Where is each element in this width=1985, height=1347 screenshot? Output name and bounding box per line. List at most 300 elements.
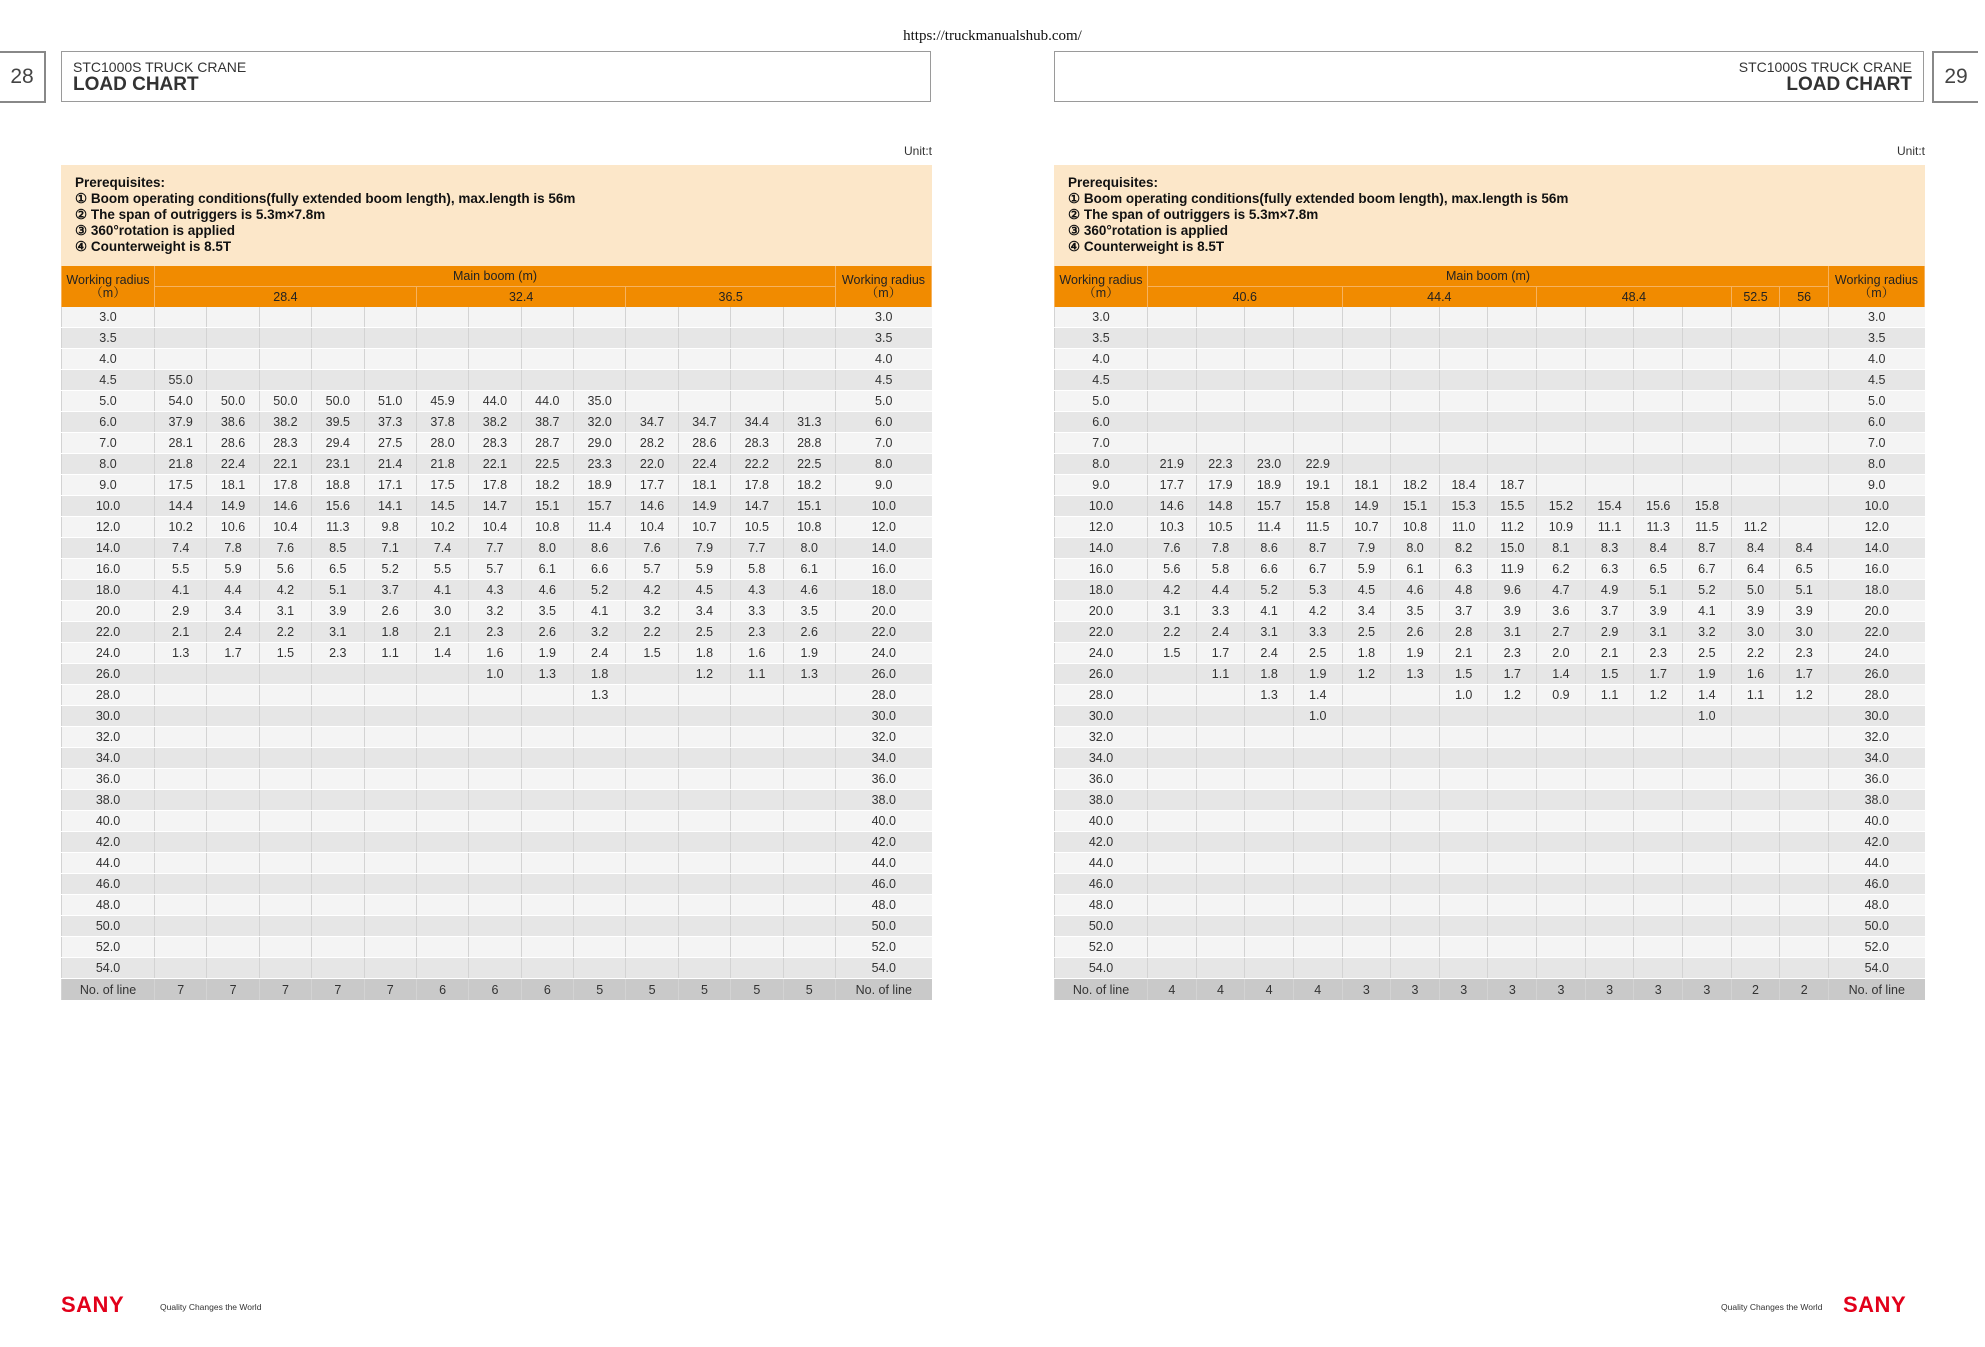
capacity-cell: 14.7 [731, 496, 783, 517]
capacity-cell [1488, 748, 1537, 769]
capacity-cell [1585, 748, 1634, 769]
capacity-cell: 2.2 [1731, 643, 1780, 664]
capacity-cell [521, 370, 573, 391]
capacity-cell [1780, 769, 1829, 790]
capacity-cell [416, 832, 468, 853]
unit-label: Unit:t [903, 144, 932, 158]
capacity-cell [259, 349, 311, 370]
capacity-cell [1780, 790, 1829, 811]
capacity-cell [207, 895, 259, 916]
capacity-cell [1148, 832, 1197, 853]
radius-cell: 48.0 [62, 895, 155, 916]
radius-cell: 54.0 [1055, 958, 1148, 979]
radius-cell: 5.0 [1829, 391, 1925, 412]
capacity-cell [1683, 433, 1732, 454]
capacity-cell [521, 748, 573, 769]
prerequisite-item: ④ Counterweight is 8.5T [1068, 239, 1225, 254]
capacity-cell [1196, 874, 1245, 895]
capacity-cell: 3.5 [1391, 601, 1440, 622]
capacity-cell [678, 832, 730, 853]
capacity-cell [364, 349, 416, 370]
table-row [1055, 412, 1925, 433]
capacity-cell: 3.3 [1293, 622, 1342, 643]
capacity-cell [1537, 412, 1586, 433]
radius-cell: 44.0 [1829, 853, 1925, 874]
radius-cell: 14.0 [62, 538, 155, 559]
radius-cell: 48.0 [1055, 895, 1148, 916]
capacity-cell [1634, 874, 1683, 895]
capacity-cell [1585, 769, 1634, 790]
capacity-cell [1585, 790, 1634, 811]
capacity-cell: 2.6 [1391, 622, 1440, 643]
unit-label: Unit:t [1896, 144, 1925, 158]
capacity-cell: 22.1 [469, 454, 521, 475]
capacity-cell [1585, 853, 1634, 874]
capacity-cell: 1.9 [1391, 643, 1440, 664]
capacity-cell: 39.5 [312, 412, 364, 433]
lines-label: No. of line [62, 979, 155, 1001]
prerequisites-title: Prerequisites: [1068, 175, 1159, 190]
radius-cell: 22.0 [836, 622, 932, 643]
capacity-cell: 1.5 [1148, 643, 1197, 664]
capacity-cell [1148, 706, 1197, 727]
radius-cell: 10.0 [62, 496, 155, 517]
radius-cell: 9.0 [62, 475, 155, 496]
capacity-cell: 3.2 [1683, 622, 1732, 643]
capacity-cell [1585, 454, 1634, 475]
capacity-cell [416, 706, 468, 727]
capacity-cell [1439, 916, 1488, 937]
capacity-cell: 5.6 [259, 559, 311, 580]
capacity-cell: 50.0 [207, 391, 259, 412]
capacity-cell: 1.7 [1488, 664, 1537, 685]
capacity-cell: 1.8 [364, 622, 416, 643]
capacity-cell: 3.6 [1537, 601, 1586, 622]
capacity-cell [1780, 349, 1829, 370]
capacity-cell [521, 853, 573, 874]
capacity-cell [364, 328, 416, 349]
radius-cell: 26.0 [1829, 664, 1925, 685]
table-row [62, 391, 932, 412]
radius-cell: 6.0 [62, 412, 155, 433]
capacity-cell: 14.5 [416, 496, 468, 517]
capacity-cell [574, 706, 626, 727]
capacity-cell: 38.2 [469, 412, 521, 433]
capacity-cell [1245, 832, 1294, 853]
capacity-cell [1245, 916, 1294, 937]
capacity-cell: 2.3 [1488, 643, 1537, 664]
source-url[interactable]: https://truckmanualshub.com/ [903, 28, 1082, 44]
table-row [62, 895, 932, 916]
capacity-cell [1196, 895, 1245, 916]
capacity-cell [731, 832, 783, 853]
capacity-cell: 22.9 [1293, 454, 1342, 475]
capacity-cell [1585, 895, 1634, 916]
radius-cell: 36.0 [1829, 769, 1925, 790]
capacity-cell: 2.5 [1342, 622, 1391, 643]
lines-cell: 2 [1780, 979, 1829, 1001]
capacity-cell [1148, 958, 1197, 979]
capacity-cell [1245, 790, 1294, 811]
capacity-cell: 5.0 [1731, 580, 1780, 601]
capacity-cell [626, 664, 678, 685]
table-row [1055, 895, 1925, 916]
lines-cell: 3 [1537, 979, 1586, 1001]
capacity-cell: 8.5 [312, 538, 364, 559]
table-row [62, 790, 932, 811]
capacity-cell: 8.1 [1537, 538, 1586, 559]
capacity-cell [678, 706, 730, 727]
capacity-cell: 18.8 [312, 475, 364, 496]
capacity-cell [312, 937, 364, 958]
capacity-cell [1731, 895, 1780, 916]
sany-logo: SANY [1843, 1292, 1907, 1317]
capacity-cell [678, 748, 730, 769]
capacity-cell [678, 685, 730, 706]
capacity-cell [1634, 727, 1683, 748]
radius-cell: 48.0 [1829, 895, 1925, 916]
boom-length-header: 56 [1780, 287, 1829, 308]
capacity-cell: 28.0 [416, 433, 468, 454]
capacity-cell: 44.0 [521, 391, 573, 412]
capacity-cell: 3.1 [1488, 622, 1537, 643]
capacity-cell: 37.8 [416, 412, 468, 433]
radius-cell: 20.0 [62, 601, 155, 622]
capacity-cell [1634, 958, 1683, 979]
table-row [1055, 916, 1925, 937]
lines-cell: 3 [1391, 979, 1440, 1001]
capacity-cell [1439, 307, 1488, 328]
capacity-cell [1439, 328, 1488, 349]
capacity-cell: 45.9 [416, 391, 468, 412]
radius-cell: 40.0 [836, 811, 932, 832]
capacity-cell: 6.7 [1293, 559, 1342, 580]
capacity-cell [1731, 727, 1780, 748]
capacity-cell: 18.1 [1342, 475, 1391, 496]
capacity-cell [731, 958, 783, 979]
capacity-cell [1148, 769, 1197, 790]
capacity-cell [1731, 706, 1780, 727]
capacity-cell [1196, 307, 1245, 328]
capacity-cell [1245, 937, 1294, 958]
table-row [62, 727, 932, 748]
capacity-cell: 8.2 [1439, 538, 1488, 559]
capacity-cell: 28.3 [469, 433, 521, 454]
radius-cell: 38.0 [62, 790, 155, 811]
capacity-cell: 3.1 [312, 622, 364, 643]
capacity-cell: 2.3 [1780, 643, 1829, 664]
capacity-cell [574, 916, 626, 937]
capacity-cell [1196, 412, 1245, 433]
capacity-cell: 23.0 [1245, 454, 1294, 475]
capacity-cell [1780, 895, 1829, 916]
capacity-cell [626, 748, 678, 769]
capacity-cell [521, 790, 573, 811]
table-row [1055, 307, 1925, 328]
capacity-cell [678, 370, 730, 391]
capacity-cell [1245, 349, 1294, 370]
capacity-cell: 3.7 [1439, 601, 1488, 622]
capacity-cell: 3.9 [1634, 601, 1683, 622]
capacity-cell: 4.1 [416, 580, 468, 601]
lines-cell: 4 [1148, 979, 1197, 1001]
capacity-cell [1585, 475, 1634, 496]
capacity-cell [1488, 916, 1537, 937]
capacity-cell [574, 811, 626, 832]
capacity-cell: 10.9 [1537, 517, 1586, 538]
capacity-cell [626, 370, 678, 391]
table-row [1055, 748, 1925, 769]
capacity-cell: 5.6 [1148, 559, 1197, 580]
capacity-cell: 2.2 [259, 622, 311, 643]
capacity-cell [1731, 391, 1780, 412]
capacity-cell [1780, 958, 1829, 979]
capacity-cell [1780, 412, 1829, 433]
capacity-cell [1245, 328, 1294, 349]
radius-cell: 4.0 [1055, 349, 1148, 370]
capacity-cell [1780, 916, 1829, 937]
radius-cell: 7.0 [836, 433, 932, 454]
capacity-cell [1488, 412, 1537, 433]
capacity-cell [783, 328, 836, 349]
prerequisite-item: ③ 360°rotation is applied [1068, 223, 1229, 238]
radius-cell: 16.0 [836, 559, 932, 580]
capacity-cell [574, 769, 626, 790]
capacity-cell: 17.8 [469, 475, 521, 496]
capacity-cell [312, 307, 364, 328]
capacity-cell [416, 895, 468, 916]
capacity-cell [1196, 328, 1245, 349]
radius-cell: 5.0 [836, 391, 932, 412]
table-row [1055, 391, 1925, 412]
capacity-cell [1342, 853, 1391, 874]
capacity-cell [1196, 685, 1245, 706]
radius-cell: 44.0 [836, 853, 932, 874]
capacity-cell [1245, 748, 1294, 769]
radius-cell: 5.0 [1055, 391, 1148, 412]
capacity-cell [155, 664, 207, 685]
capacity-cell [364, 706, 416, 727]
capacity-cell: 31.3 [783, 412, 836, 433]
lines-cell: 7 [155, 979, 207, 1001]
capacity-cell: 11.4 [1245, 517, 1294, 538]
capacity-cell: 1.0 [1683, 706, 1732, 727]
lines-cell: 4 [1196, 979, 1245, 1001]
capacity-cell: 4.3 [469, 580, 521, 601]
capacity-cell [1683, 790, 1732, 811]
capacity-cell [1683, 811, 1732, 832]
capacity-cell: 38.7 [521, 412, 573, 433]
capacity-cell [1148, 895, 1197, 916]
lines-cell: 7 [312, 979, 364, 1001]
capacity-cell: 29.4 [312, 433, 364, 454]
capacity-cell [155, 895, 207, 916]
capacity-cell [1585, 307, 1634, 328]
capacity-cell [1683, 412, 1732, 433]
radius-cell: 34.0 [1055, 748, 1148, 769]
capacity-cell [1391, 748, 1440, 769]
capacity-cell [678, 790, 730, 811]
capacity-cell [1537, 706, 1586, 727]
capacity-cell: 4.2 [259, 580, 311, 601]
capacity-cell: 14.6 [259, 496, 311, 517]
capacity-cell [1731, 349, 1780, 370]
capacity-cell: 14.7 [469, 496, 521, 517]
working-radius-header: Working radius （m） [1829, 266, 1925, 307]
capacity-cell: 28.8 [783, 433, 836, 454]
capacity-cell [574, 727, 626, 748]
capacity-cell: 17.5 [416, 475, 468, 496]
capacity-cell [1196, 811, 1245, 832]
capacity-cell: 1.0 [1293, 706, 1342, 727]
capacity-cell [1537, 349, 1586, 370]
capacity-cell [1148, 853, 1197, 874]
capacity-cell: 0.9 [1537, 685, 1586, 706]
capacity-cell [207, 832, 259, 853]
capacity-cell: 3.0 [1731, 622, 1780, 643]
lines-cell: 3 [1488, 979, 1537, 1001]
load-chart-table [1054, 266, 1925, 1001]
capacity-cell [207, 706, 259, 727]
radius-cell: 42.0 [62, 832, 155, 853]
capacity-cell [521, 769, 573, 790]
capacity-cell [1342, 727, 1391, 748]
radius-cell: 3.0 [1055, 307, 1148, 328]
radius-cell: 4.5 [1055, 370, 1148, 391]
radius-cell: 42.0 [1055, 832, 1148, 853]
capacity-cell [364, 874, 416, 895]
capacity-cell [1488, 832, 1537, 853]
capacity-cell [1439, 790, 1488, 811]
capacity-cell [312, 706, 364, 727]
capacity-cell [1634, 853, 1683, 874]
capacity-cell [783, 916, 836, 937]
table-row [62, 517, 932, 538]
capacity-cell [259, 727, 311, 748]
capacity-cell [1488, 328, 1537, 349]
table-row [62, 475, 932, 496]
capacity-cell [416, 874, 468, 895]
capacity-cell [1148, 916, 1197, 937]
capacity-cell [1537, 433, 1586, 454]
capacity-cell: 2.2 [1148, 622, 1197, 643]
main-boom-header: Main boom (m) [155, 266, 836, 287]
capacity-cell: 15.1 [1391, 496, 1440, 517]
radius-cell: 4.5 [836, 370, 932, 391]
capacity-cell [207, 307, 259, 328]
capacity-cell [416, 811, 468, 832]
capacity-cell [1293, 412, 1342, 433]
capacity-cell: 3.4 [1342, 601, 1391, 622]
capacity-cell [259, 937, 311, 958]
capacity-cell: 1.5 [1439, 664, 1488, 685]
capacity-cell [207, 328, 259, 349]
capacity-cell [1293, 832, 1342, 853]
capacity-cell [1488, 958, 1537, 979]
capacity-cell: 3.1 [1634, 622, 1683, 643]
capacity-cell [1488, 937, 1537, 958]
radius-cell: 20.0 [1055, 601, 1148, 622]
capacity-cell: 1.8 [1245, 664, 1294, 685]
capacity-cell: 3.9 [1488, 601, 1537, 622]
capacity-cell [1342, 454, 1391, 475]
capacity-cell [1148, 685, 1197, 706]
capacity-cell [207, 349, 259, 370]
capacity-cell [1293, 769, 1342, 790]
capacity-cell [259, 916, 311, 937]
capacity-cell [469, 706, 521, 727]
capacity-cell [1245, 370, 1294, 391]
capacity-cell: 1.1 [1585, 685, 1634, 706]
radius-cell: 12.0 [62, 517, 155, 538]
radius-cell: 3.0 [1829, 307, 1925, 328]
radius-cell: 4.5 [62, 370, 155, 391]
capacity-cell: 34.7 [626, 412, 678, 433]
radius-cell: 8.0 [1829, 454, 1925, 475]
capacity-cell [207, 874, 259, 895]
capacity-cell [1585, 832, 1634, 853]
capacity-cell [1148, 748, 1197, 769]
capacity-cell [1391, 937, 1440, 958]
radius-cell: 8.0 [1055, 454, 1148, 475]
table-row [1055, 538, 1925, 559]
capacity-cell: 8.4 [1731, 538, 1780, 559]
lines-cell: 3 [1634, 979, 1683, 1001]
capacity-cell: 1.8 [574, 664, 626, 685]
capacity-cell [1634, 769, 1683, 790]
capacity-cell [207, 790, 259, 811]
capacity-cell [1683, 874, 1732, 895]
table-row [62, 307, 932, 328]
capacity-cell [312, 727, 364, 748]
capacity-cell [1439, 853, 1488, 874]
table-row [62, 412, 932, 433]
capacity-cell: 3.7 [1585, 601, 1634, 622]
capacity-cell [1537, 391, 1586, 412]
table-row [1055, 937, 1925, 958]
page-left [0, 0, 992, 1347]
table-row [62, 559, 932, 580]
radius-cell: 9.0 [1829, 475, 1925, 496]
capacity-cell [1488, 853, 1537, 874]
capacity-cell [1488, 769, 1537, 790]
capacity-cell: 8.0 [783, 538, 836, 559]
capacity-cell [1488, 454, 1537, 475]
capacity-cell: 1.1 [731, 664, 783, 685]
capacity-cell [1780, 937, 1829, 958]
table-row [1055, 664, 1925, 685]
capacity-cell [626, 916, 678, 937]
capacity-cell [626, 790, 678, 811]
capacity-cell [1537, 916, 1586, 937]
capacity-cell [1196, 727, 1245, 748]
capacity-cell [783, 748, 836, 769]
capacity-cell: 21.4 [364, 454, 416, 475]
capacity-cell: 14.6 [1148, 496, 1197, 517]
capacity-cell [1731, 937, 1780, 958]
capacity-cell [1585, 916, 1634, 937]
capacity-cell [1731, 769, 1780, 790]
capacity-cell [731, 937, 783, 958]
capacity-cell: 4.2 [1293, 601, 1342, 622]
capacity-cell [783, 769, 836, 790]
capacity-cell [1488, 727, 1537, 748]
radius-cell: 40.0 [1829, 811, 1925, 832]
table-row [1055, 496, 1925, 517]
capacity-cell [626, 937, 678, 958]
capacity-cell: 7.4 [155, 538, 207, 559]
capacity-cell [1196, 748, 1245, 769]
